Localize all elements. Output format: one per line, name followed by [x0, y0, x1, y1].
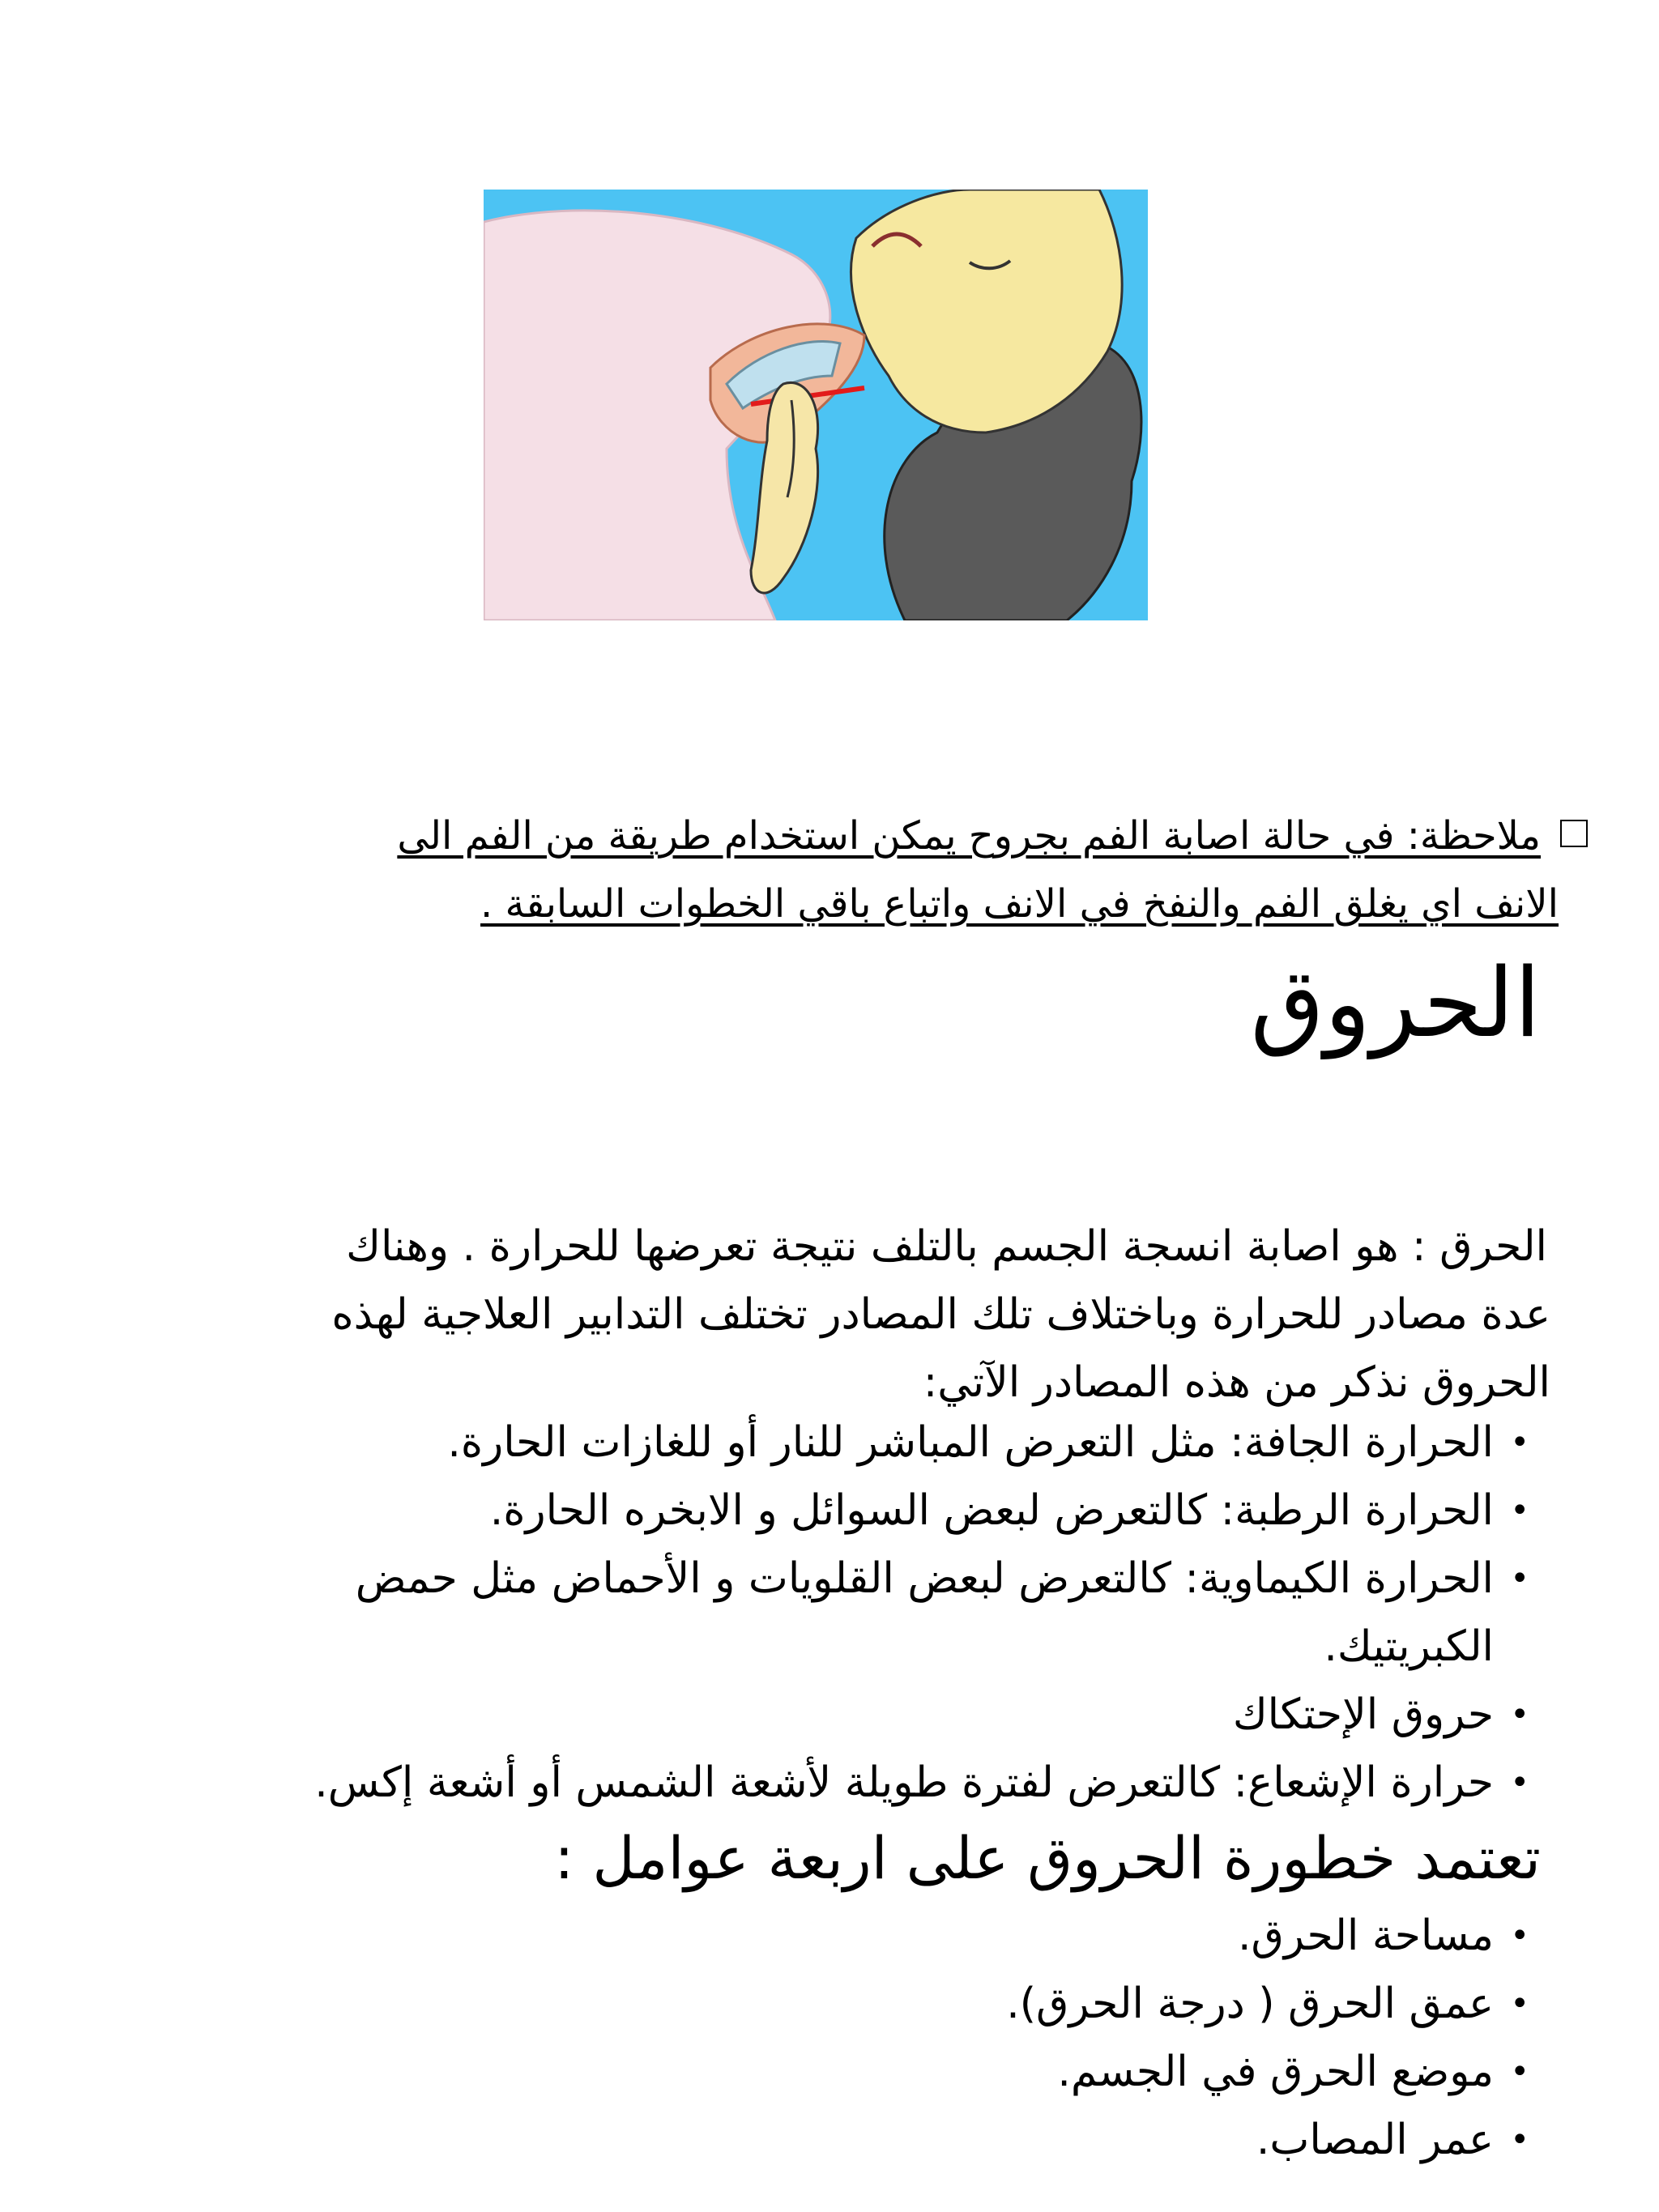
- list-item-text: عمق الحرق ( درجة الحرق).: [1006, 1980, 1494, 2028]
- list-item-text: موضع الحرق في الجسم.: [1057, 2048, 1494, 2096]
- burns-title: الحروق: [1250, 947, 1541, 1059]
- list-item: [557, 2106, 1529, 2174]
- list-item-text: مساحة الحرق.: [1237, 1912, 1494, 1960]
- burn-definition: [78, 1213, 1550, 1417]
- bullet-icon: •: [1510, 1764, 1529, 1801]
- bullet-icon: •: [1510, 2053, 1529, 2091]
- checkbox-icon: [1560, 820, 1588, 847]
- list-item-continuation: الكبريتيك.: [1324, 1622, 1494, 1671]
- list-item-text: الحرارة الرطبة: كالتعرض لبعض السوائل و الابخره الحارة.: [489, 1486, 1494, 1535]
- list-item: [79, 1749, 1529, 1817]
- first-aid-illustration: [484, 190, 1148, 620]
- list-item-text: حرارة الإشعاع: كالتعرض لفترة طويلة لأشعة الشمس أو أشعة إكس.: [314, 1758, 1494, 1807]
- bullet-icon: •: [1510, 1424, 1529, 1461]
- severity-factors-list: [557, 1902, 1529, 2174]
- list-item-text: عمر المصاب.: [1256, 2116, 1494, 2164]
- mouth-injury-note: [31, 802, 1588, 938]
- list-item: [79, 1477, 1529, 1545]
- definition-line-2: عدة مصادر للحرارة وباختلاف تلك المصادر تختلف التدابير العلاجية لهذه: [331, 1290, 1550, 1339]
- list-item-text: الحرارة الكيماوية: كالتعرض لبعض القلويات و الأحماض مثل حمض: [355, 1554, 1494, 1603]
- note-line-1: [31, 802, 1588, 870]
- note-line-2: الانف اي يغلق الفم والنفخ في الانف واتباع باقي الخطوات السابقة .: [480, 881, 1559, 927]
- list-item-text: حروق الإحتكاك: [1232, 1690, 1494, 1739]
- definition-line-3: الحروق نذكر من هذه المصادر الآتي:: [923, 1358, 1550, 1407]
- definition-line-1: الحرق : هو اصابة انسجة الجسم بالتلف نتيجة تعرضها للحرارة . وهناك: [346, 1222, 1547, 1271]
- bullet-icon: •: [1510, 2121, 1529, 2159]
- bullet-icon: •: [1510, 1917, 1529, 1954]
- heat-sources-list: [79, 1409, 1529, 1817]
- head-tilt-drawing: [484, 190, 1148, 620]
- bullet-icon: •: [1510, 1696, 1529, 1733]
- list-item: [557, 1970, 1529, 2038]
- list-item: [79, 1409, 1529, 1477]
- list-item: [557, 1902, 1529, 1970]
- list-item-text: الحرارة الجافة: مثل التعرض المباشر للنار أو للغازات الحارة.: [447, 1418, 1494, 1467]
- bullet-icon: •: [1510, 1492, 1529, 1529]
- list-item: [79, 1545, 1529, 1681]
- bullet-icon: •: [1510, 1560, 1529, 1597]
- list-item: [79, 1681, 1529, 1749]
- bullet-icon: •: [1510, 1985, 1529, 2022]
- list-item: [557, 2038, 1529, 2106]
- note-line-1-text: ملاحظة: في حالة اصابة الفم بجروح يمكن استخدام طريقة من الفم الى: [397, 813, 1541, 859]
- severity-factors-title: تعتمد خطورة الحروق على اربعة عوامل :: [554, 1824, 1541, 1892]
